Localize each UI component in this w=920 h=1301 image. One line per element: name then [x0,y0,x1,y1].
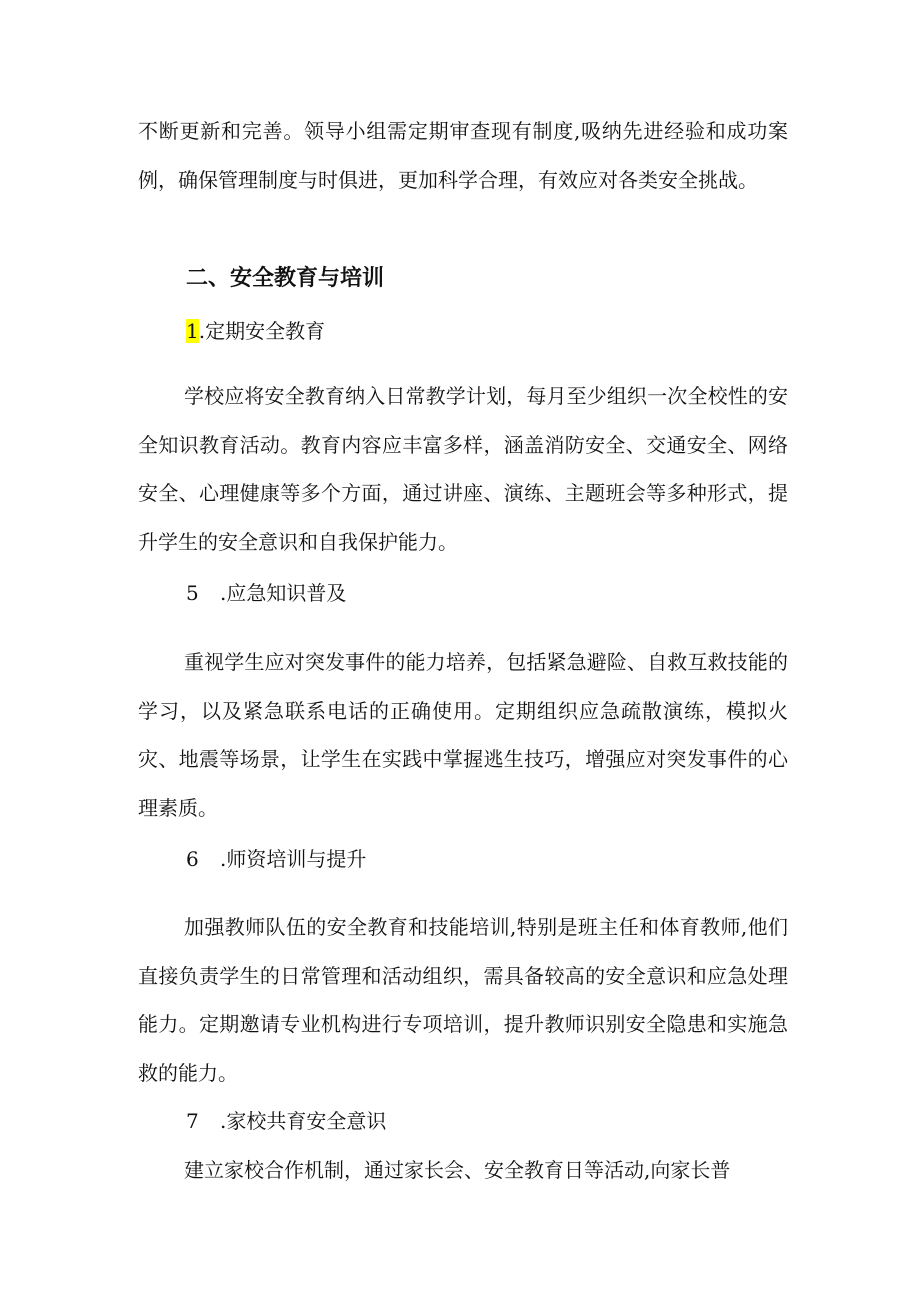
subheading-emergency-knowledge [186,578,346,608]
subheading-number: 6 [186,847,199,871]
paragraph-regular-education: 学校应将安全教育纳入日常教学计划，每月至少组织一次全校性的安全知识教育活动。教育内容应丰富多样，涵盖消防安全、交通安全、网络安全、心理健康等多个方面，通过讲座、演练、主题班会等多种形式，提升学生的安全意识和自我保护能力。 [138,384,788,554]
section-heading: 二、安全教育与培训 [186,266,385,291]
subheading-text: .家校共育安全意识 [220,1109,387,1133]
paragraph-home-school: 建立家校合作机制，通过家长会、安全教育日等活动,向家长普 [184,1158,731,1182]
subheading-text: .师资培训与提升 [220,847,367,871]
subheading-number: 7 [186,1109,199,1133]
subheading-number: 5 [186,581,199,605]
highlighted-number: 1 [186,319,199,343]
paragraph-teacher-training: 加强教师队伍的安全教育和技能培训,特别是班主任和体育教师,他们直接负责学生的日常管理和活动组织，需具备较高的安全意识和应急处理能力。定期邀请专业机构进行专项培训，提升教师识别安全隐患和实施急救的能力。 [138,915,788,1085]
subheading-regular-education [186,316,325,346]
subheading-home-school [186,1106,386,1136]
paragraph-emergency-knowledge: 重视学生应对突发事件的能力培养，包括紧急避险、自救互救技能的学习，以及紧急联系电话的正确使用。定期组织应急疏散演练，模拟火灾、地震等场景，让学生在实践中掌握逃生技巧，增强应对突发事件的心理素质。 [138,650,788,820]
subheading-text: .定期安全教育 [198,319,326,343]
paragraph-intro: 不断更新和完善。领导小组需定期审查现有制度,吸纳先进经验和成功案例，确保管理制度与时俱进，更加科学合理，有效应对各类安全挑战。 [138,119,788,192]
subheading-teacher-training [186,844,366,874]
subheading-text: .应急知识普及 [220,581,347,605]
